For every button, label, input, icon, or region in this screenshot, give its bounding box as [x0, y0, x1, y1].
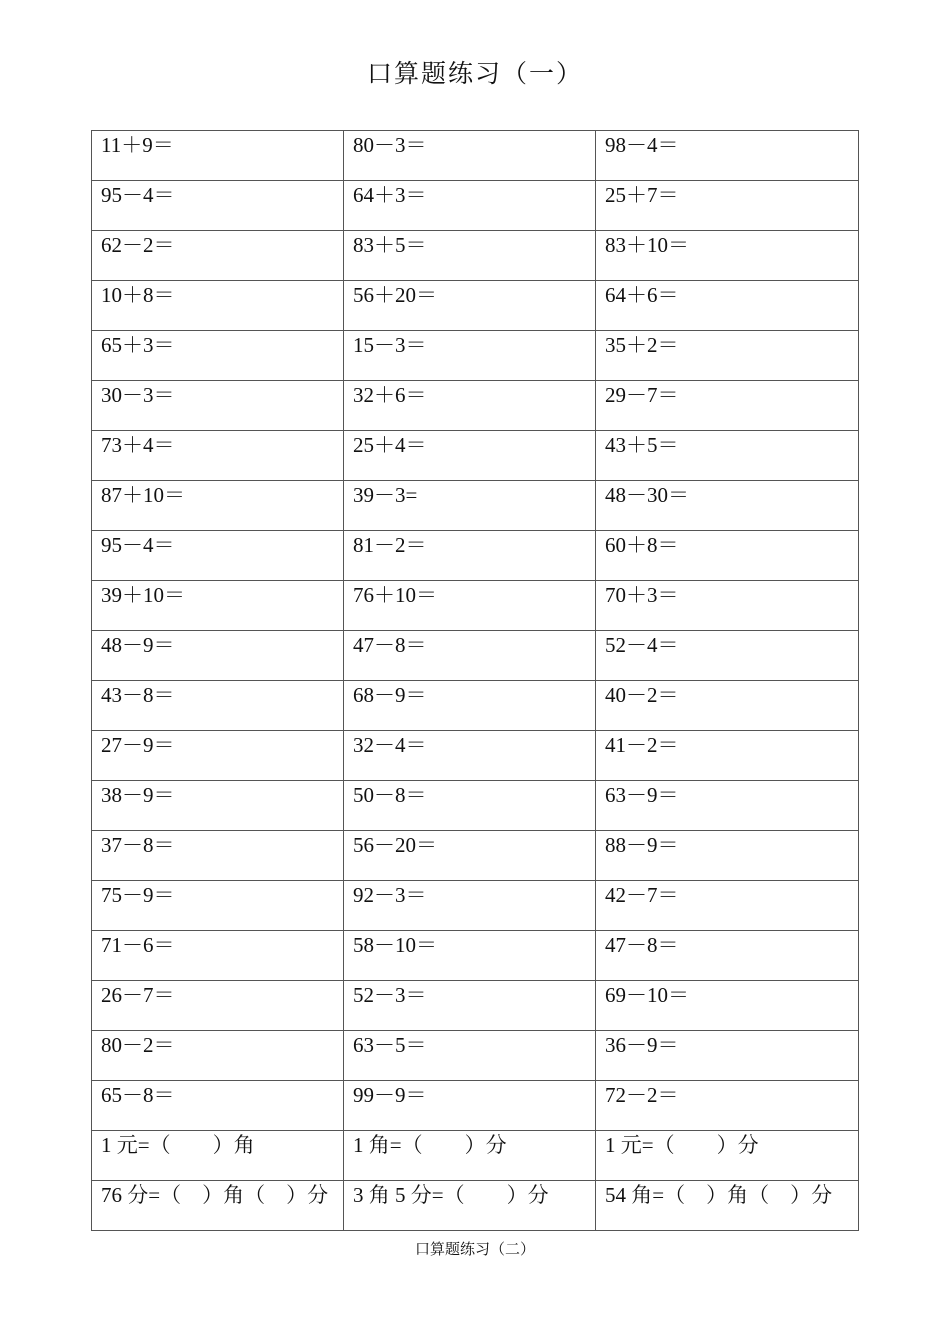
table-row	[92, 831, 859, 881]
problem-text: 32＋6＝	[353, 383, 427, 407]
problem-cell	[92, 981, 344, 1031]
table-row	[92, 731, 859, 781]
problem-cell	[92, 181, 344, 231]
problem-text: 10＋8＝	[101, 283, 175, 307]
problem-cell	[92, 231, 344, 281]
problem-text: 71－6＝	[101, 933, 175, 957]
problem-cell	[92, 431, 344, 481]
problem-cell	[344, 831, 596, 881]
problem-table	[91, 130, 859, 1231]
problem-cell	[344, 481, 596, 531]
problem-cell	[596, 531, 859, 581]
table-row	[92, 331, 859, 381]
problem-cell	[596, 781, 859, 831]
problem-text: 65－8＝	[101, 1083, 175, 1107]
problem-text: 1 元=（ ）角	[101, 1133, 255, 1157]
table-row	[92, 1081, 859, 1131]
problem-text: 40－2＝	[605, 683, 679, 707]
problem-text: 3 角 5 分=（ ）分	[353, 1183, 549, 1207]
problem-cell	[92, 531, 344, 581]
problem-cell	[344, 281, 596, 331]
table-row	[92, 181, 859, 231]
problem-text: 25＋4＝	[353, 433, 427, 457]
table-row	[92, 281, 859, 331]
problem-text: 48－30＝	[605, 483, 689, 507]
problem-text: 37－8＝	[101, 833, 175, 857]
problem-cell	[344, 431, 596, 481]
problem-text: 76 分=（ ）角（ ）分	[101, 1183, 329, 1207]
table-row	[92, 1031, 859, 1081]
table-row	[92, 531, 859, 581]
table-row	[92, 881, 859, 931]
table-row	[92, 631, 859, 681]
problem-text: 83＋5＝	[353, 233, 427, 257]
problem-text: 62－2＝	[101, 233, 175, 257]
problem-cell	[596, 331, 859, 381]
problem-table-body	[92, 131, 859, 1231]
problem-text: 15－3＝	[353, 333, 427, 357]
problem-text: 39－3=	[353, 483, 418, 507]
problem-text: 63－9＝	[605, 783, 679, 807]
problem-text: 72－2＝	[605, 1083, 679, 1107]
problem-cell	[92, 1031, 344, 1081]
problem-cell	[596, 1031, 859, 1081]
problem-text: 42－7＝	[605, 883, 679, 907]
problem-cell	[344, 881, 596, 931]
problem-cell	[344, 731, 596, 781]
problem-text: 50－8＝	[353, 783, 427, 807]
problem-text: 52－3＝	[353, 983, 427, 1007]
table-row	[92, 231, 859, 281]
problem-cell	[92, 1181, 344, 1231]
problem-cell	[596, 731, 859, 781]
problem-text: 25＋7＝	[605, 183, 679, 207]
problem-cell	[596, 281, 859, 331]
problem-cell	[596, 581, 859, 631]
page-title: 口算题练习（一）	[366, 59, 583, 88]
problem-text: 47－8＝	[605, 933, 679, 957]
problem-text: 81－2＝	[353, 533, 427, 557]
problem-cell	[344, 1131, 596, 1181]
problem-cell	[596, 481, 859, 531]
problem-text: 58－10＝	[353, 933, 437, 957]
problem-text: 38－9＝	[101, 783, 175, 807]
problem-cell	[92, 681, 344, 731]
problem-cell	[596, 431, 859, 481]
problem-text: 1 元=（ ）分	[605, 1133, 759, 1157]
problem-text: 43＋5＝	[605, 433, 679, 457]
table-row	[92, 1181, 859, 1231]
problem-text: 56＋20＝	[353, 283, 437, 307]
problem-text: 83＋10＝	[605, 233, 689, 257]
problem-cell	[596, 381, 859, 431]
problem-cell	[596, 981, 859, 1031]
problem-cell	[344, 381, 596, 431]
problem-text: 95－4＝	[101, 183, 175, 207]
problem-text: 76＋10＝	[353, 583, 437, 607]
table-row	[92, 431, 859, 481]
problem-text: 47－8＝	[353, 633, 427, 657]
problem-text: 98－4＝	[605, 133, 679, 157]
problem-text: 65＋3＝	[101, 333, 175, 357]
table-row	[92, 931, 859, 981]
problem-text: 95－4＝	[101, 533, 175, 557]
problem-text: 26－7＝	[101, 983, 175, 1007]
table-row	[92, 981, 859, 1031]
problem-cell	[344, 181, 596, 231]
problem-cell	[596, 881, 859, 931]
problem-cell	[92, 631, 344, 681]
problem-cell	[344, 131, 596, 181]
problem-cell	[596, 1131, 859, 1181]
problem-cell	[596, 1181, 859, 1231]
problem-text: 99－9＝	[353, 1083, 427, 1107]
problem-cell	[92, 1131, 344, 1181]
problem-cell	[344, 981, 596, 1031]
problem-cell	[596, 631, 859, 681]
table-row	[92, 481, 859, 531]
problem-text: 11＋9＝	[101, 133, 174, 157]
problem-text: 80－3＝	[353, 133, 427, 157]
problem-text: 73＋4＝	[101, 433, 175, 457]
problem-text: 92－3＝	[353, 883, 427, 907]
problem-cell	[92, 481, 344, 531]
problem-cell	[92, 281, 344, 331]
problem-text: 60＋8＝	[605, 533, 679, 557]
table-row	[92, 1131, 859, 1181]
problem-cell	[596, 181, 859, 231]
problem-text: 41－2＝	[605, 733, 679, 757]
problem-cell	[596, 231, 859, 281]
problem-cell	[344, 531, 596, 581]
problem-cell	[596, 831, 859, 881]
problem-cell	[92, 731, 344, 781]
problem-text: 68－9＝	[353, 683, 427, 707]
problem-cell	[344, 681, 596, 731]
problem-cell	[344, 1031, 596, 1081]
problem-text: 87＋10＝	[101, 483, 185, 507]
problem-cell	[92, 381, 344, 431]
problem-cell	[344, 581, 596, 631]
problem-cell	[596, 131, 859, 181]
problem-cell	[344, 931, 596, 981]
problem-cell	[92, 881, 344, 931]
problem-text: 63－5＝	[353, 1033, 427, 1057]
problem-cell	[92, 931, 344, 981]
problem-text: 70＋3＝	[605, 583, 679, 607]
footer-title: 口算题练习（二）	[414, 1240, 535, 1258]
table-row	[92, 381, 859, 431]
problem-text: 32－4＝	[353, 733, 427, 757]
problem-text: 88－9＝	[605, 833, 679, 857]
problem-cell	[344, 331, 596, 381]
problem-text: 52－4＝	[605, 633, 679, 657]
problem-text: 35＋2＝	[605, 333, 679, 357]
problem-cell	[92, 331, 344, 381]
problem-text: 39＋10＝	[101, 583, 185, 607]
problem-text: 48－9＝	[101, 633, 175, 657]
problem-text: 36－9＝	[605, 1033, 679, 1057]
problem-cell	[92, 781, 344, 831]
problem-cell	[92, 831, 344, 881]
table-row	[92, 581, 859, 631]
table-row	[92, 781, 859, 831]
problem-text: 80－2＝	[101, 1033, 175, 1057]
problem-cell	[92, 131, 344, 181]
table-row	[92, 681, 859, 731]
problem-text: 30－3＝	[101, 383, 175, 407]
problem-cell	[344, 631, 596, 681]
problem-cell	[596, 681, 859, 731]
problem-cell	[596, 931, 859, 981]
problem-cell	[344, 781, 596, 831]
problem-text: 43－8＝	[101, 683, 175, 707]
problem-text: 64＋3＝	[353, 183, 427, 207]
problem-text: 1 角=（ ）分	[353, 1133, 507, 1157]
problem-cell	[344, 1181, 596, 1231]
table-row	[92, 131, 859, 181]
problem-cell	[92, 581, 344, 631]
problem-text: 75－9＝	[101, 883, 175, 907]
problem-text: 27－9＝	[101, 733, 175, 757]
problem-text: 54 角=（ ）角（ ）分	[605, 1183, 833, 1207]
problem-text: 69－10＝	[605, 983, 689, 1007]
problem-cell	[596, 1081, 859, 1131]
problem-text: 29－7＝	[605, 383, 679, 407]
problem-cell	[92, 1081, 344, 1131]
problem-cell	[344, 231, 596, 281]
problem-cell	[344, 1081, 596, 1131]
problem-text: 56－20＝	[353, 833, 437, 857]
problem-text: 64＋6＝	[605, 283, 679, 307]
